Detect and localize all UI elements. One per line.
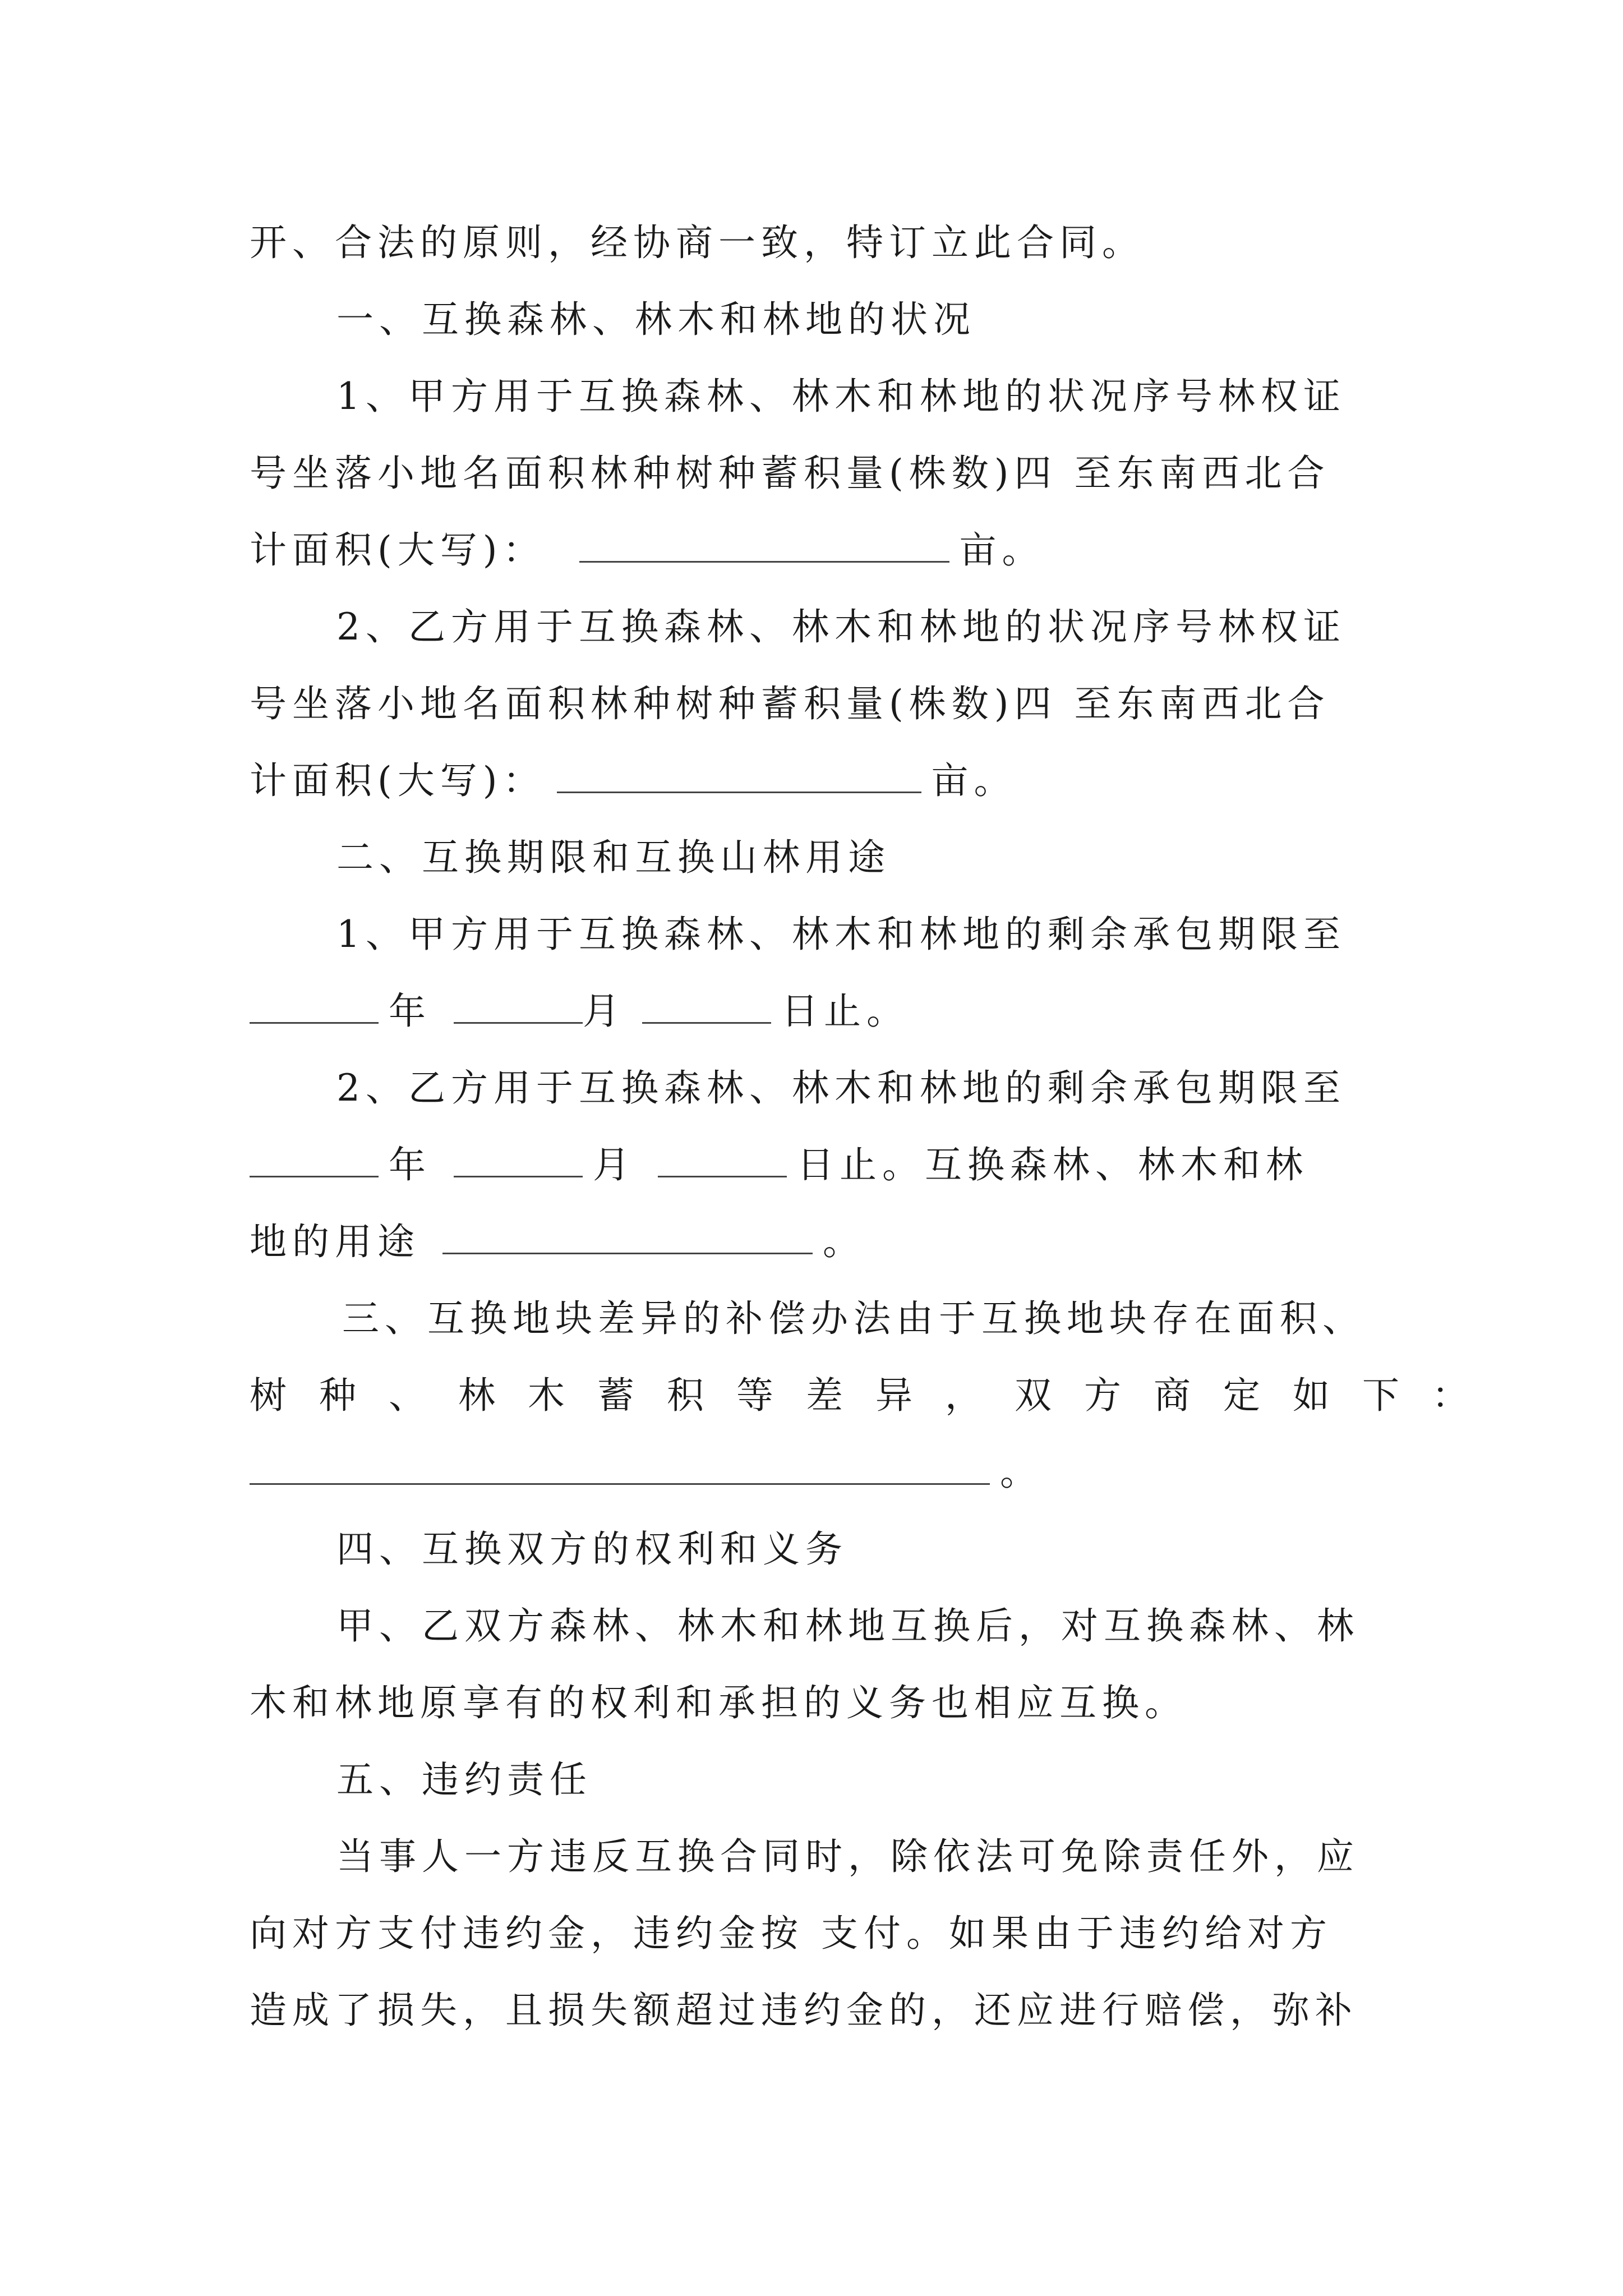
paragraph-line (250, 1134, 1308, 1196)
month-label: 月 (583, 990, 625, 1033)
day-label: 日止。互换森林、林木和林 (797, 1143, 1308, 1186)
paragraph-line: 2、乙方用于互换森林、林木和林地的状况序号林权证 (336, 605, 1346, 648)
paragraph-line: 1、甲方用于互换森林、林木和林地的剩余承包期限至 (336, 913, 1346, 956)
paragraph-line: 造成了损失，且损失额超过违约金的，还应进行赔偿，弥补 (250, 1989, 1358, 2032)
purpose-label: 地的用途 (250, 1220, 420, 1263)
section-heading-2: 二、互换期限和互换山林用途 (336, 836, 891, 879)
paragraph-line (250, 981, 909, 1042)
section-heading-3: 三、互换地块差异的补偿办法由于互换地块存在面积、 (342, 1297, 1365, 1340)
paragraph-line (250, 750, 1017, 812)
paragraph-line: 甲、乙双方森林、林木和林地互换后，对互换森林、林 (336, 1604, 1359, 1648)
paragraph-line: 树种、林木蓄积等差异，双方商定如下： (250, 1374, 1501, 1417)
compensation-blank-field (250, 1443, 990, 1485)
month-blank-field (454, 1135, 583, 1177)
day-blank-field (658, 1135, 787, 1177)
year-blank-field (250, 1135, 379, 1177)
area-blank-field (579, 521, 949, 563)
paragraph-line: 号坐落小地名面积林种树种蓄积量(株数)四 至东南西北合 (250, 682, 1330, 725)
month-blank-field (454, 982, 583, 1024)
day-blank-field (642, 982, 771, 1024)
purpose-blank-field (442, 1212, 813, 1254)
paragraph-line: 向对方支付违约金，违约金按 支付。如果由于违约给对方 (250, 1912, 1332, 1955)
year-blank-field (250, 982, 379, 1024)
year-label: 年 (389, 990, 431, 1033)
section-heading-1: 一、互换森林、林木和林地的状况 (336, 298, 976, 341)
purpose-end: 。 (823, 1220, 865, 1263)
paragraph-line: 号坐落小地名面积林种树种蓄积量(株数)四 至东南西北合 (250, 452, 1330, 495)
area-unit: 亩。 (959, 528, 1045, 572)
area-blank-field (557, 751, 921, 793)
paragraph-line: 当事人一方违反互换合同时，除依法可免除责任外，应 (336, 1835, 1359, 1878)
year-label: 年 (389, 1143, 431, 1186)
paragraph-line: 2、乙方用于互换森林、林木和林地的剩余承包期限至 (336, 1066, 1346, 1110)
paragraph-line (250, 519, 1045, 581)
paragraph-line: 1、甲方用于互换森林、林木和林地的状况序号林权证 (336, 375, 1346, 418)
section-heading-5: 五、违约责任 (336, 1758, 592, 1801)
paragraph-line: 木和林地原享有的权利和承担的义务也相应互换。 (250, 1681, 1187, 1724)
area-label: 计面积(大写)： (250, 759, 546, 802)
area-label: 计面积(大写)： (250, 528, 546, 572)
day-label: 日止。 (781, 990, 909, 1033)
compensation-end: 。 (1000, 1451, 1043, 1494)
paragraph-line (250, 1442, 1043, 1503)
paragraph-line (250, 1211, 865, 1273)
month-label: 月 (593, 1143, 635, 1186)
paragraph-line: 开、合法的原则，经协商一致，特订立此合同。 (250, 221, 1145, 264)
area-unit: 亩。 (931, 759, 1017, 802)
section-heading-4: 四、互换双方的权利和义务 (336, 1527, 848, 1571)
